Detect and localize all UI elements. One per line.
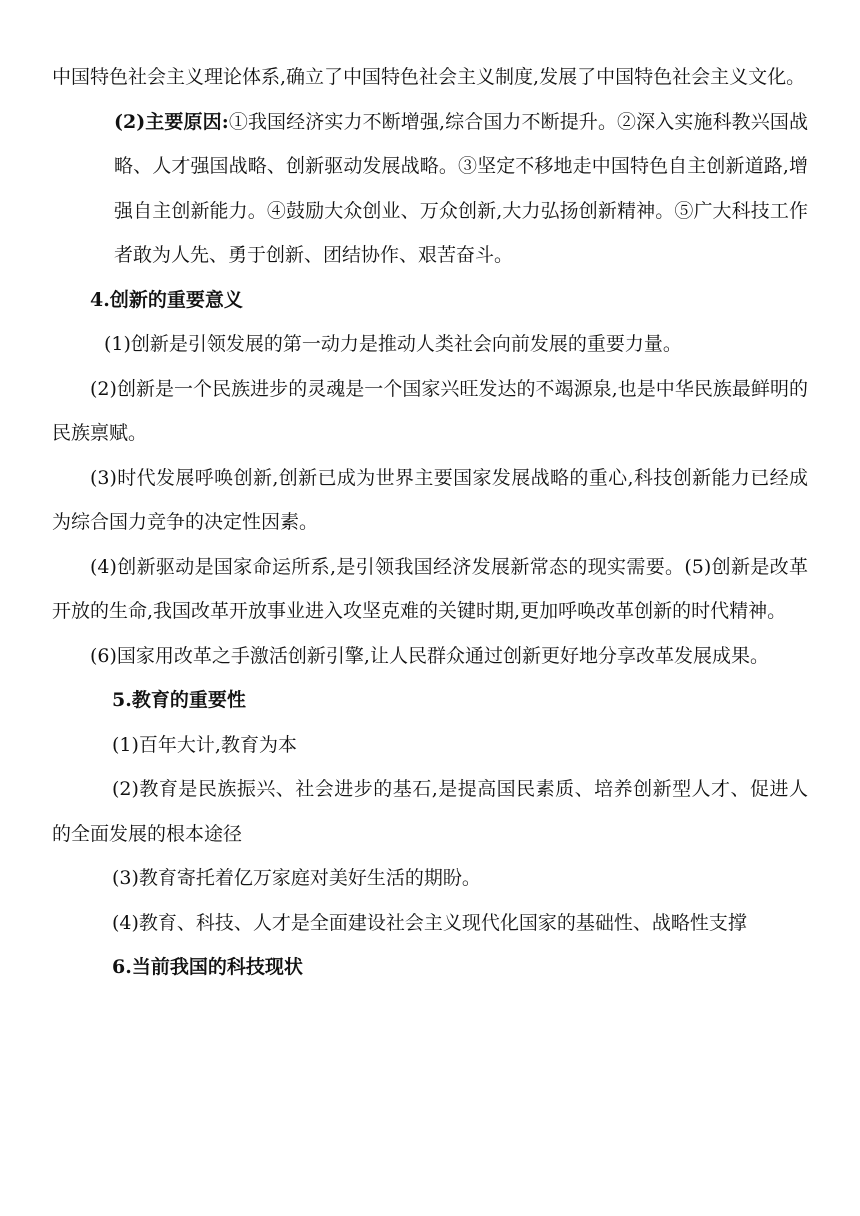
innovation-point-2: (2)创新是一个民族进步的灵魂是一个国家兴旺发达的不竭源泉,也是中华民族最鲜明的民族禀赋。 [52, 377, 808, 444]
main-reasons-text: ①我国经济实力不断增强,综合国力不断提升。②深入实施科教兴国战略、人才强国战略、创新驱动发展战略。③坚定不移地走中国特色自主创新道路,增强自主创新能力。④鼓励大众创业、万众创新,大力弘扬创新精神。⑤广大科技工作者敢为人先、勇于创新、团结协作、艰苦奋斗。 [114, 110, 808, 266]
education-point-2: (2)教育是民族振兴、社会进步的基石,是提高国民素质、培养创新型人才、促进人的全面发展的根本途径 [52, 778, 808, 845]
paragraph-main-reasons [52, 100, 808, 278]
education-point-4: (4)教育、科技、人才是全面建设社会主义现代化国家的基础性、战略性支撑 [112, 911, 747, 934]
document-page [52, 55, 808, 990]
paragraph-continuation: 中国特色社会主义理论体系,确立了中国特色社会主义制度,发展了中国特色社会主义文化。 [52, 66, 806, 88]
innovation-point-6: (6)国家用改革之手激活创新引擎,让人民群众通过创新更好地分享改革发展成果。 [90, 644, 769, 667]
innovation-point-1: (1)创新是引领发展的第一动力是推动人类社会向前发展的重要力量。 [104, 333, 682, 355]
heading-innovation-significance: 4.创新的重要意义 [90, 288, 243, 311]
heading-education-importance: 5.教育的重要性 [112, 689, 246, 711]
main-reasons-label: (2)主要原因: [114, 110, 229, 133]
education-point-1: (1)百年大计,教育为本 [112, 733, 297, 756]
innovation-point-3: (3)时代发展呼唤创新,创新已成为世界主要国家发展战略的重心,科技创新能力已经成为综合国力竞争的决定性因素。 [52, 466, 808, 533]
innovation-point-4-5: (4)创新驱动是国家命运所系,是引领我国经济发展新常态的现实需要。(5)创新是改革开放的生命,我国改革开放事业进入攻坚克难的关键时期,更加呼唤改革创新的时代精神。 [52, 555, 808, 622]
heading-tech-status: 6.当前我国的科技现状 [112, 956, 303, 978]
education-point-3: (3)教育寄托着亿万家庭对美好生活的期盼。 [112, 867, 481, 889]
